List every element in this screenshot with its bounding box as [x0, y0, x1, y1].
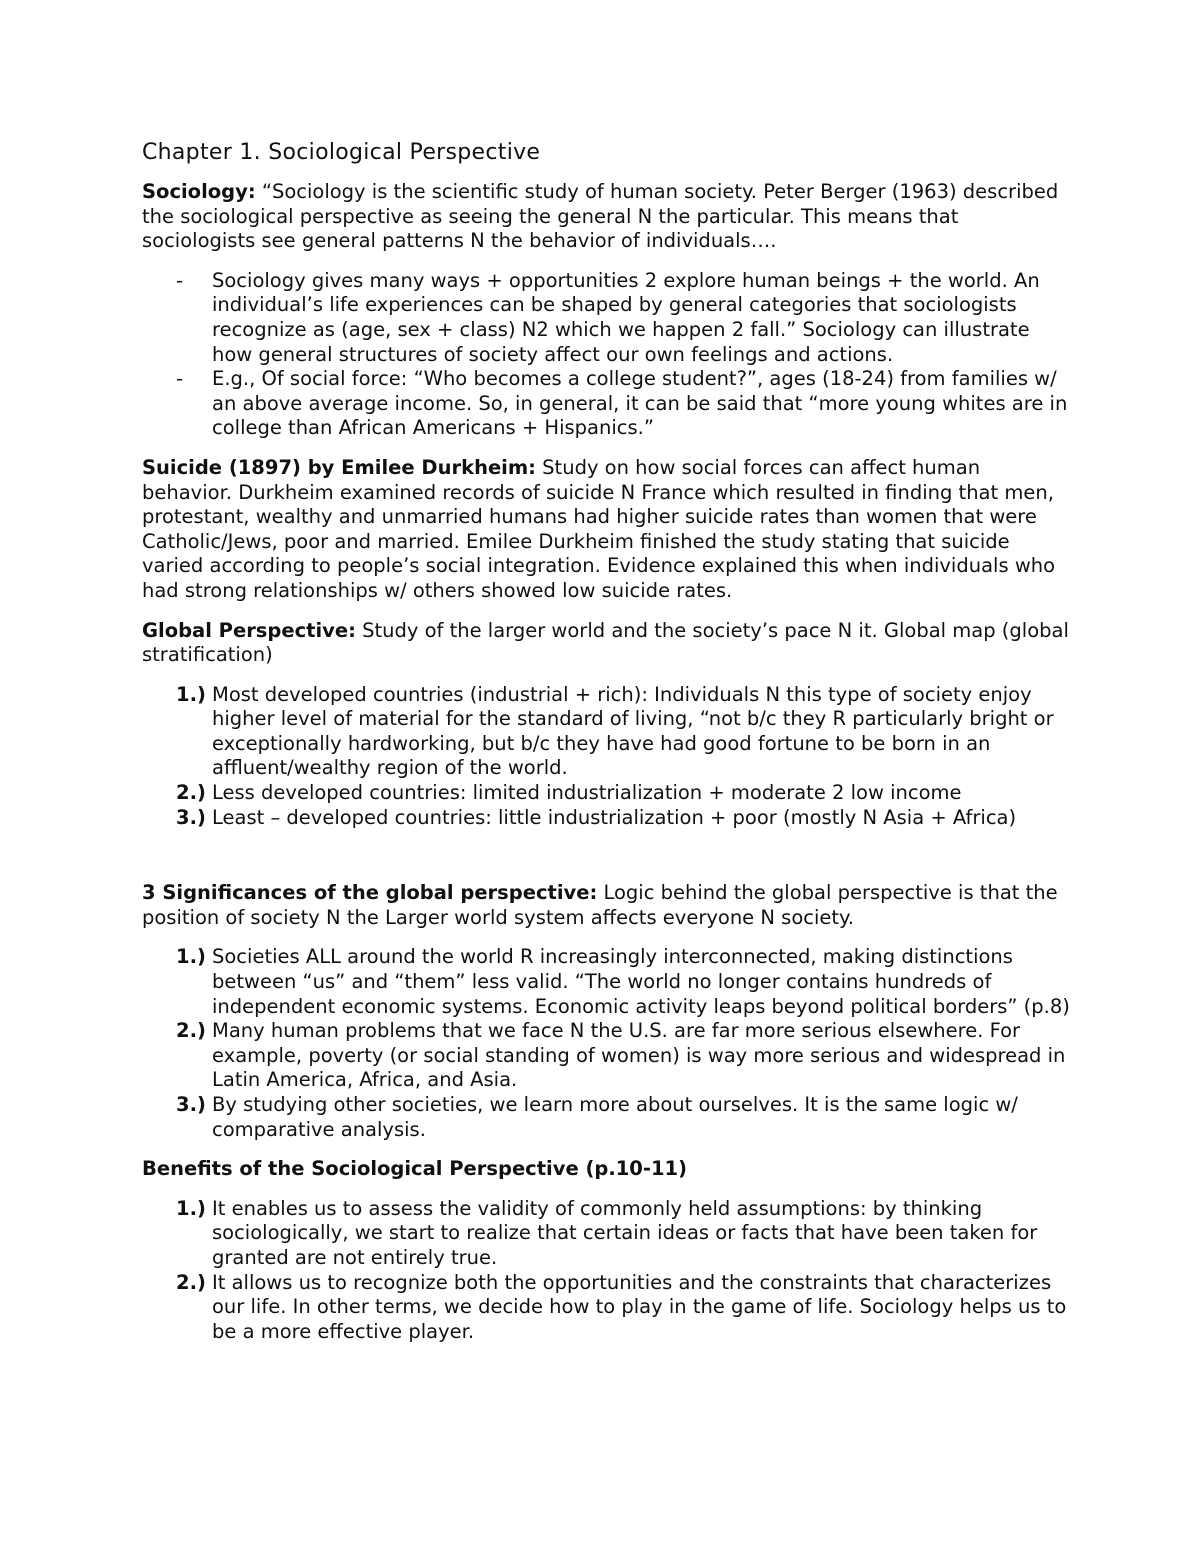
- suicide-label: Suicide (1897) by Emilee Durkheim:: [142, 455, 536, 479]
- significances-numbered-list: [142, 945, 1072, 1142]
- list-item-text: Many human problems that we face N the U.S. are far more serious elsewhere. For example, poverty (or social standing of women) is way more serious and widespread in Latin America, Africa, and Asia.: [212, 1019, 1066, 1092]
- benefits-heading: [142, 1157, 1072, 1182]
- list-item-text: Most developed countries (industrial + rich): Individuals N this type of society enjoy higher level of material for the standard of living, “not b/c they R particularly bright or exceptionally hardworking, but b/c they have had good fortune to be born in an affluent/wealthy region of the world.: [212, 682, 1054, 780]
- list-item: [142, 945, 1072, 1019]
- number-marker: 2.): [176, 781, 206, 805]
- document-page: [142, 138, 1072, 1359]
- global-label: Global Perspective:: [142, 618, 356, 642]
- list-item: [142, 269, 1072, 367]
- sociology-paragraph: [142, 180, 1072, 254]
- number-marker: 1.): [176, 945, 206, 969]
- global-paragraph: [142, 619, 1072, 668]
- bullet-marker: -: [176, 268, 184, 292]
- list-item-text: It enables us to assess the validity of commonly held assumptions: by thinking sociologically, we start to realize that certain ideas or facts that have been taken for granted are not entirely true.: [212, 1196, 1038, 1269]
- blank-spacer: [142, 845, 1072, 881]
- list-item: [142, 781, 1072, 806]
- list-item: [142, 1093, 1072, 1142]
- global-numbered-list: [142, 683, 1072, 831]
- list-item: [142, 683, 1072, 781]
- global-text: Study of the larger world and the society’s pace N it. Global map (global stratification): [142, 618, 1069, 667]
- list-item: [142, 1271, 1072, 1345]
- significances-text: Logic behind the global perspective is that the position of society N the Larger world system affects everyone N society.: [142, 881, 1058, 929]
- list-item-text: By studying other societies, we learn more about ourselves. It is the same logic w/ comparative analysis.: [212, 1093, 1018, 1141]
- number-marker: 3.): [176, 805, 206, 829]
- significances-paragraph: [142, 881, 1072, 930]
- list-item: [142, 1197, 1072, 1271]
- list-item-text: Sociology gives many ways + opportunities 2 explore human beings + the world. An individual’s life experiences can be shaped by general categories that sociologists recognize as (age, sex + class) N2 which we happen 2 fall.” Sociology can illustrate how general structures of society affect our own feelings and actions.: [212, 268, 1040, 366]
- benefits-numbered-list: [142, 1197, 1072, 1345]
- suicide-text: Study on how social forces can affect human behavior. Durkheim examined records of suicide N France which resulted in finding that men, protestant, wealthy and unmarried humans had higher suicide rates than women that were Catholic/Jews, poor and married. Emilee Durkheim finished the study stating that suicide varied according to people’s social integration. Evidence explained this when individuals who had strong relationships w/ others showed low suicide rates.: [142, 455, 1056, 602]
- bullet-marker: -: [176, 367, 184, 391]
- number-marker: 2.): [176, 1270, 206, 1294]
- sociology-text: “Sociology is the scientific study of human society. Peter Berger (1963) described the sociological perspective as seeing the general N the particular. This means that sociologists see general patterns N the behavior of individuals….: [142, 180, 1059, 253]
- list-item: [142, 1019, 1072, 1093]
- list-item: [142, 806, 1072, 831]
- number-marker: 2.): [176, 1019, 206, 1043]
- list-item-text: Less developed countries: limited industrialization + moderate 2 low income: [212, 781, 962, 805]
- number-marker: 1.): [176, 682, 206, 706]
- number-marker: 1.): [176, 1196, 206, 1220]
- suicide-paragraph: [142, 456, 1072, 604]
- list-item-text: It allows us to recognize both the opportunities and the constraints that characterizes our life. In other terms, we decide how to play in the game of life. Sociology helps us to be a more effective player.: [212, 1270, 1067, 1343]
- list-item: [142, 367, 1072, 441]
- sociology-bullet-list: [142, 269, 1072, 441]
- number-marker: 3.): [176, 1093, 206, 1116]
- significances-label: 3 Significances of the global perspective:: [142, 881, 598, 905]
- list-item-text: E.g., Of social force: “Who becomes a college student?”, ages (18-24) from families w/ an above average income. So, in general, it can be said that “more young whites are in college than African Americans + Hispanics.”: [212, 367, 1068, 440]
- list-item-text: Least – developed countries: little industrialization + poor (mostly N Asia + Africa): [212, 805, 1017, 829]
- page-title: Chapter 1. Sociological Perspective: [142, 140, 541, 165]
- sociology-label: Sociology:: [142, 180, 256, 203]
- list-item-text: Societies ALL around the world R increasingly interconnected, making distinctions between “us” and “them” less valid. “The world no longer contains hundreds of independent economic systems. Economic activity leaps beyond political borders” (p.8): [212, 945, 1070, 1018]
- benefits-heading-text: Benefits of the Sociological Perspective (p.10-11): [142, 1157, 688, 1181]
